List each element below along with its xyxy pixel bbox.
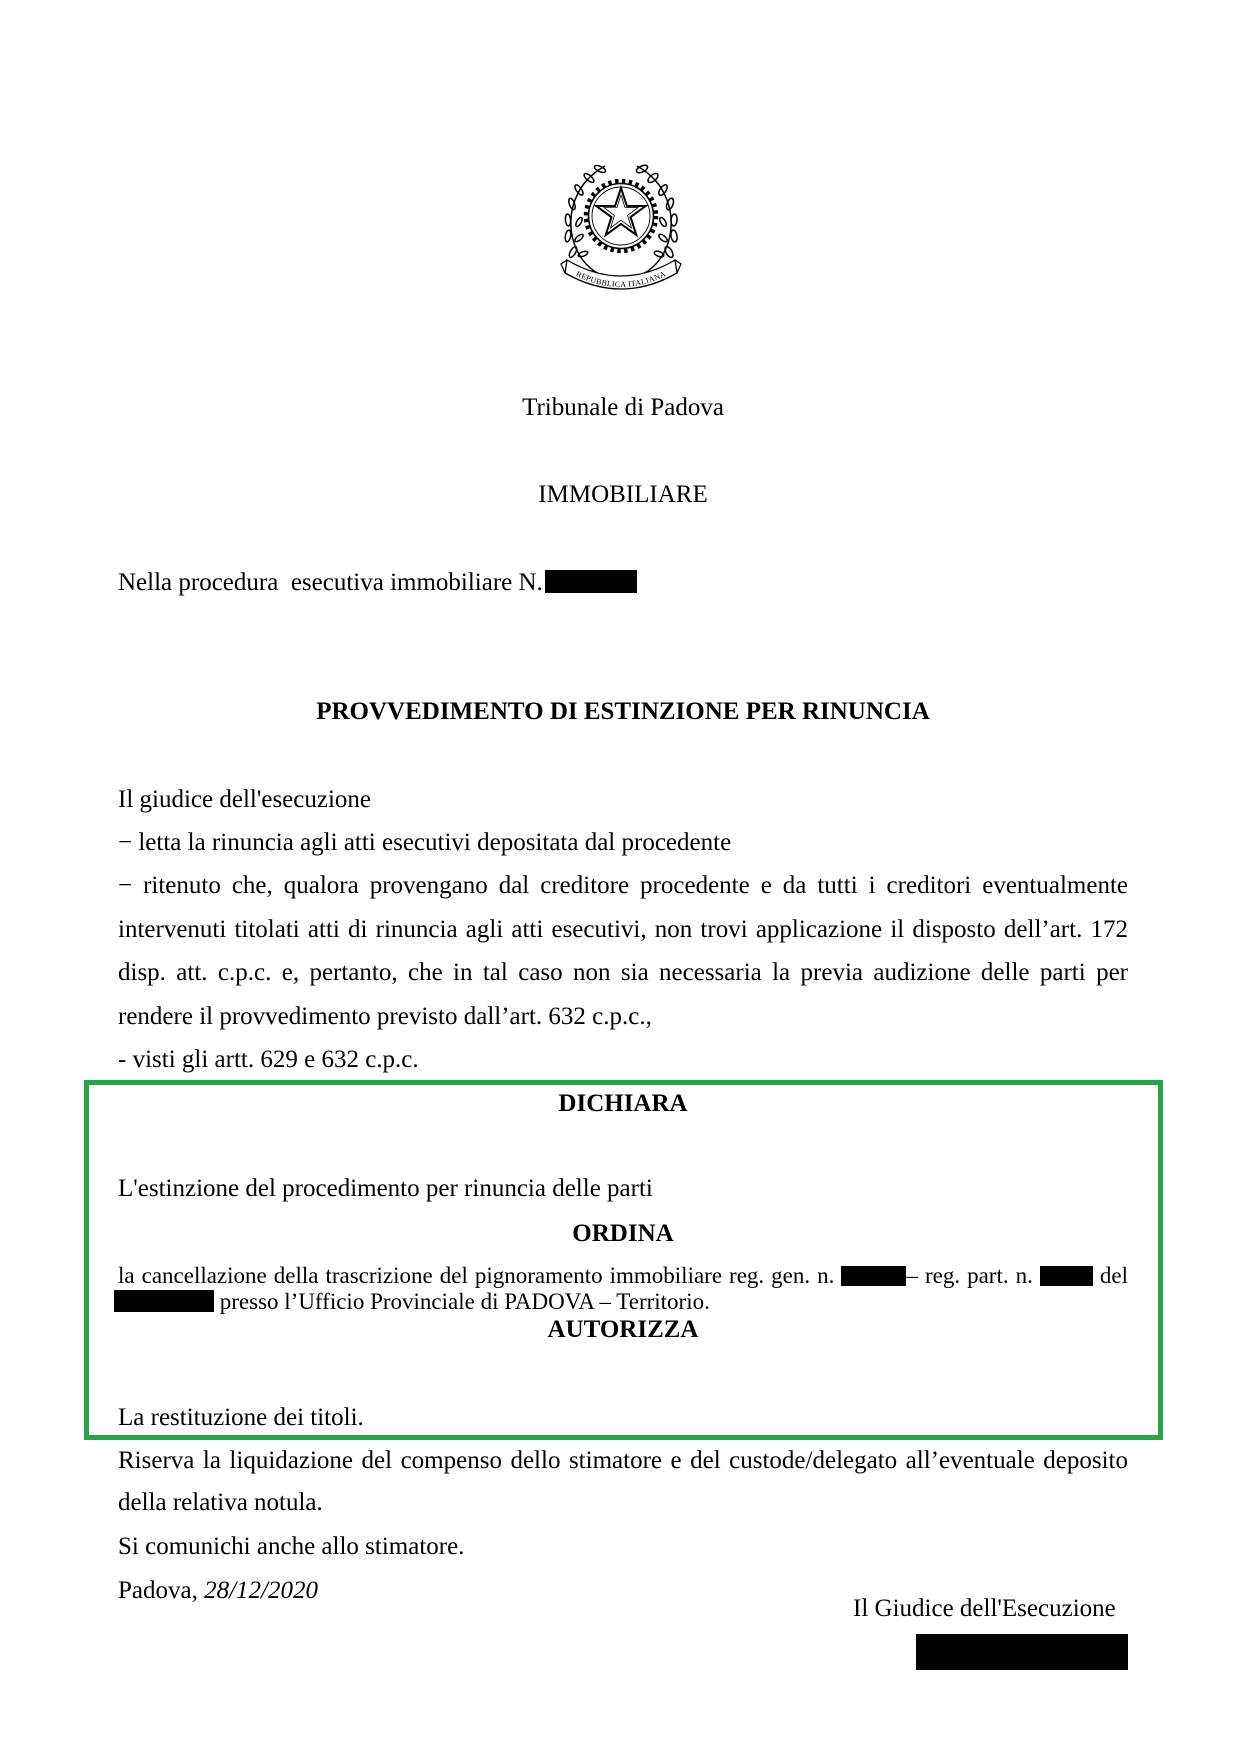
redacted-particular-register-number	[1040, 1266, 1093, 1286]
procedure-line	[118, 568, 1128, 598]
premise-considered-line: disp. att. c.p.c. e, pertanto, che in tal caso non sia necessaria la previa audizione delle parti per	[118, 959, 1128, 986]
redacted-transcription-date	[114, 1290, 214, 1312]
premise-considered-line: rendere il provvedimento previsto dall’art. 632 c.p.c.,	[118, 1003, 652, 1030]
redacted-general-register-number	[841, 1266, 906, 1286]
authorizes-heading: AUTORIZZA	[547, 1316, 699, 1343]
orders-text: del	[1092, 1263, 1128, 1288]
premise-seen: - visti gli artt. 629 e 632 c.p.c.	[118, 1046, 419, 1073]
declares-text: L'estinzione del procedimento per rinuncia delle parti	[118, 1175, 653, 1202]
orders-heading: ORDINA	[572, 1220, 674, 1247]
signature-title: Il Giudice dell'Esecuzione	[853, 1595, 1116, 1622]
emblem-repubblica-italiana-logo	[559, 154, 683, 295]
redacted-judge-signature	[916, 1634, 1128, 1670]
notify-line: Si comunichi anche allo stimatore.	[118, 1533, 465, 1560]
authorizes-text: La restituzione dei titoli.	[118, 1404, 364, 1431]
orders-text: la cancellazione della trascrizione del pignoramento immobiliare reg. gen. n.	[118, 1263, 842, 1288]
premise-read: − letta la rinuncia agli atti esecutivi depositata dal procedente	[118, 829, 732, 856]
ribbon	[561, 260, 681, 289]
orders-line-1	[118, 1263, 1128, 1289]
date: 28/12/2020	[204, 1577, 319, 1604]
orders-line-2	[114, 1289, 1124, 1315]
orders-text: presso l’Ufficio Provinciale di PADOVA – Territorio.	[214, 1289, 710, 1314]
reserve-line: della relativa notula.	[118, 1489, 323, 1516]
document-title: PROVVEDIMENTO DI ESTINZIONE PER RINUNCIA	[316, 698, 930, 725]
declares-heading: DICHIARA	[558, 1090, 688, 1117]
highlight-box	[84, 1080, 1163, 1440]
redacted-procedure-number	[545, 570, 637, 593]
reserve-line: Riserva la liquidazione del compenso dello stimatore e del custode/delegato all’eventuale deposito	[118, 1447, 1128, 1474]
place: Padova,	[118, 1577, 205, 1604]
premise-considered-line: intervenuti titolati atti di rinuncia agli atti esecutivi, non trovi applicazione il disposto dell’art. 172	[118, 916, 1128, 943]
judge-intro: Il giudice dell'esecuzione	[118, 786, 372, 813]
court-name: Tribunale di Padova	[522, 394, 724, 421]
orders-text: – reg. part. n.	[906, 1263, 1040, 1288]
ribbon-text: REPUBBLICA ITALIANA	[574, 269, 668, 290]
procedure-label: Nella procedura esecutiva immobiliare N.	[118, 569, 543, 596]
court-section: IMMOBILIARE	[538, 481, 708, 508]
premise-considered-line: − ritenuto che, qualora provengano dal creditore procedente e da tutti i creditori eventualmente	[118, 872, 1128, 899]
